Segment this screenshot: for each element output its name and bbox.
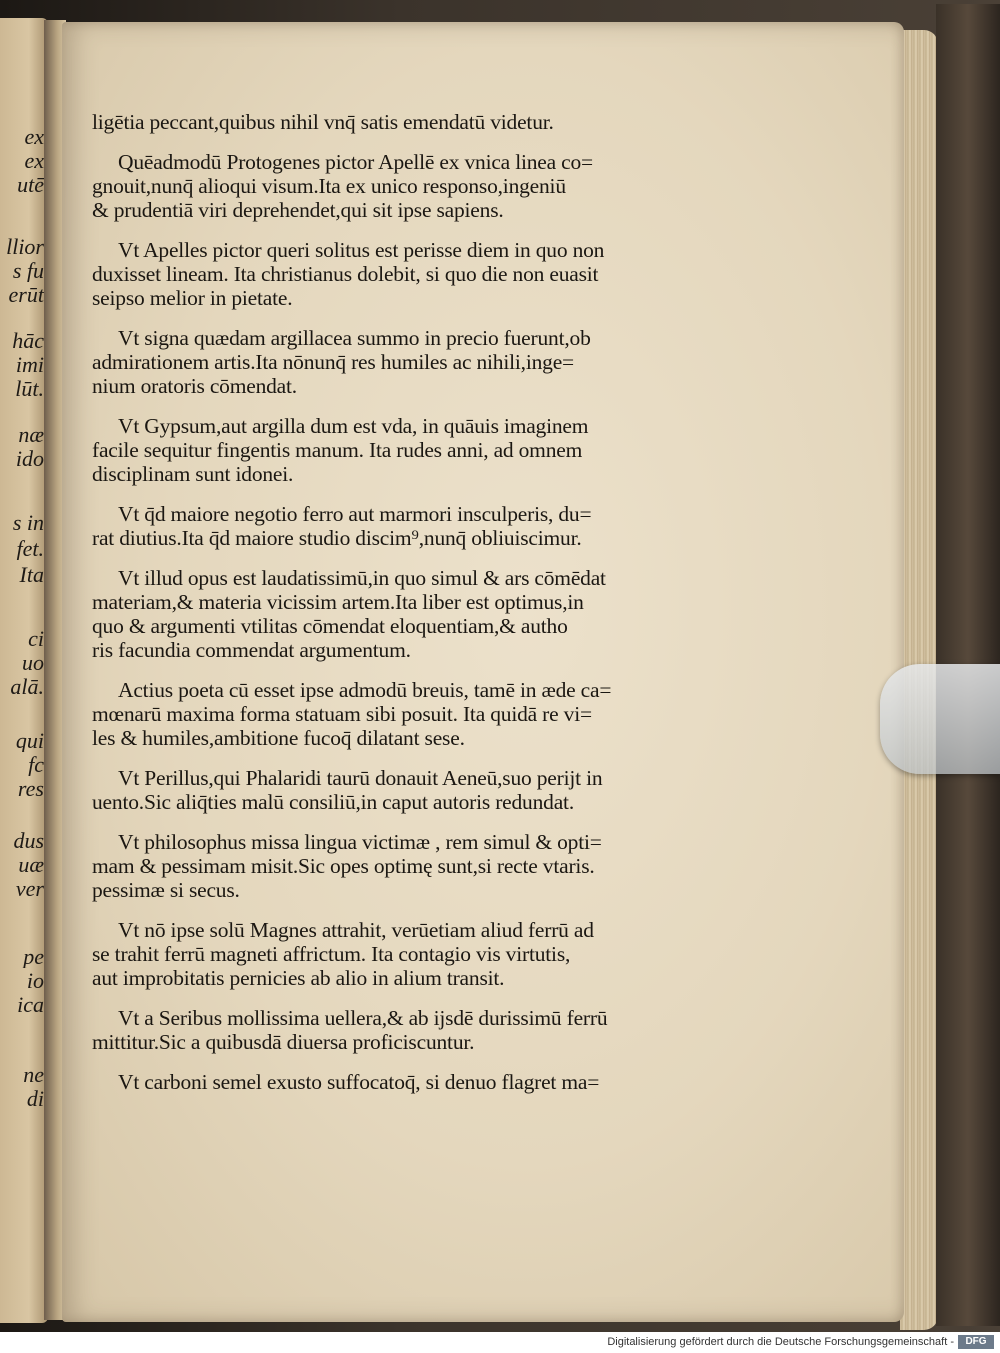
paragraph <box>92 830 722 902</box>
text-line: Vt Perillus,qui Phalaridi taurū donauit Aeneū,suo perijt in <box>118 766 603 790</box>
facing-page-fragment: io <box>26 970 44 992</box>
text-line: aut improbitatis pernicies ab alio in alium transit. <box>92 966 505 990</box>
paragraph <box>92 566 722 662</box>
paragraph <box>92 1070 722 1094</box>
facing-page-fragment: ido <box>15 448 44 470</box>
footer-bar <box>0 1332 1000 1353</box>
facing-page-fragment: utē <box>17 174 44 196</box>
facing-page-fragment: ne <box>23 1064 44 1086</box>
text-line: mœnarū maxima forma statuam sibi posuit. Ita quidā re vi= <box>92 702 592 726</box>
text-line: Vt signa quædam argillacea summo in precio fuerunt,ob <box>118 326 591 350</box>
facing-page-fragment: di <box>26 1088 44 1110</box>
facing-page-fragment: hāc <box>12 330 44 352</box>
text-line: Vt Gypsum,aut argilla dum est vda, in quāuis imaginem <box>118 414 589 438</box>
facing-page-fragment: ex <box>24 126 44 148</box>
text-line: ris facundia commendat argumentum. <box>92 638 411 662</box>
text-line: quo & argumenti vtilitas cōmendat eloquentiam,& autho <box>92 614 568 638</box>
paragraph <box>92 766 722 814</box>
text-line: nium oratoris cōmendat. <box>92 374 297 398</box>
paragraph <box>92 678 722 750</box>
facing-page-fragment: dus <box>13 830 44 852</box>
text-line: Vt a Seribus mollissima uellera,& ab ijsdē durissimū ferrū <box>118 1006 608 1030</box>
text-line: Vt carboni semel exusto suffocatoq̄, si denuo flagret ma= <box>118 1070 600 1094</box>
text-line: admirationem artis.Ita nōnunq̄ res humiles ac nihili,inge= <box>92 350 574 374</box>
text-line: Vt q̄d maiore negotio ferro aut marmori insculperis, du= <box>118 502 592 526</box>
text-line: rat diutius.Ita q̄d maiore studio discim⁹,nunq̄ obliuiscimur. <box>92 526 582 550</box>
facing-page-fragment: ex <box>24 150 44 172</box>
paragraph <box>92 150 722 222</box>
paragraph <box>92 414 722 486</box>
text-line: disciplinam sunt idonei. <box>92 462 294 486</box>
facing-page-fragment: lūt. <box>15 378 44 400</box>
text-line: Vt nō ipse solū Magnes attrahit, verūetiam aliud ferrū ad <box>118 918 594 942</box>
text-line: duxisset lineam. Ita christianus dolebit, si quo die non euasit <box>92 262 599 286</box>
page-clamp <box>880 664 1000 774</box>
facing-page-fragment: pe <box>23 946 44 968</box>
paragraph <box>92 1006 722 1054</box>
text-line: se trahit ferrū magneti affrictum. Ita contagio vis virtutis, <box>92 942 571 966</box>
facing-page-fragment: næ <box>18 424 44 446</box>
facing-page-fragment: ica <box>17 994 44 1016</box>
facing-page-fragment: imi <box>15 354 44 376</box>
facing-page-fragment: fc <box>28 754 44 776</box>
text-line: mam & pessimam misit.Sic opes optimę sunt,si recte vtaris. <box>92 854 595 878</box>
text-line: Vt illud opus est laudatissimū,in quo simul & ars cōmēdat <box>118 566 606 590</box>
text-line: Vt Apelles pictor queri solitus est perisse diem in quo non <box>118 238 605 262</box>
text-line: Actius poeta cū esset ipse admodū breuis, tamē in æde ca= <box>118 678 612 702</box>
facing-page-fragment: erūt <box>8 284 44 306</box>
facing-page-fragment: ver <box>15 878 44 900</box>
text-line: uento.Sic aliq̄ties malū consiliū,in caput autoris redundat. <box>92 790 574 814</box>
facing-page-fragment: qui <box>15 730 44 752</box>
text-line: Quēadmodū Protogenes pictor Apellē ex vnica linea co= <box>118 150 593 174</box>
text-line: seipso melior in pietate. <box>92 286 293 310</box>
facing-page-edge <box>0 18 48 1323</box>
text-line: facile sequitur fingentis manum. Ita rudes anni, ad omnem <box>92 438 583 462</box>
paragraph <box>92 238 722 310</box>
paragraph <box>92 918 722 990</box>
text-line: mittitur.Sic a quibusdā diuersa proficiscuntur. <box>92 1030 475 1054</box>
text-line: materiam,& materia vicissim artem.Ita liber est optimus,in <box>92 590 584 614</box>
facing-page-fragment: alā. <box>10 676 44 698</box>
facing-page-fragment: fet. <box>16 538 44 560</box>
facing-page-fragment: s fu <box>12 260 44 282</box>
page-text <box>92 110 722 1110</box>
facing-page-fragment: ci <box>28 628 44 650</box>
dfg-logo: DFG <box>958 1335 994 1349</box>
facing-page-fragment: uæ <box>18 854 44 876</box>
paragraph <box>92 110 722 134</box>
paragraph <box>92 326 722 398</box>
facing-page-fragment: s in <box>12 512 44 534</box>
text-line: gnouit,nunq̄ alioqui visum.Ita ex unico responso,ingeniū <box>92 174 566 198</box>
text-line: Vt philosophus missa lingua victimæ , rem simul & opti= <box>118 830 602 854</box>
facing-page-fragment: uo <box>22 652 44 674</box>
facing-page-fragment: Ita <box>19 564 44 586</box>
text-line: pessimæ si secus. <box>92 878 240 902</box>
text-line: ligētia peccant,quibus nihil vnq̄ satis emendatū videtur. <box>92 110 554 134</box>
facing-page-fragment: llior <box>6 236 44 258</box>
text-line: & prudentiā viri deprehendet,qui sit ipse sapiens. <box>92 198 504 222</box>
paragraph <box>92 502 722 550</box>
funding-notice: Digitalisierung gefördert durch die Deutsche Forschungsgemeinschaft - <box>607 1336 954 1348</box>
facing-page-fragment: res <box>17 778 44 800</box>
text-line: les & humiles,ambitione fucoq̄ dilatant sese. <box>92 726 465 750</box>
